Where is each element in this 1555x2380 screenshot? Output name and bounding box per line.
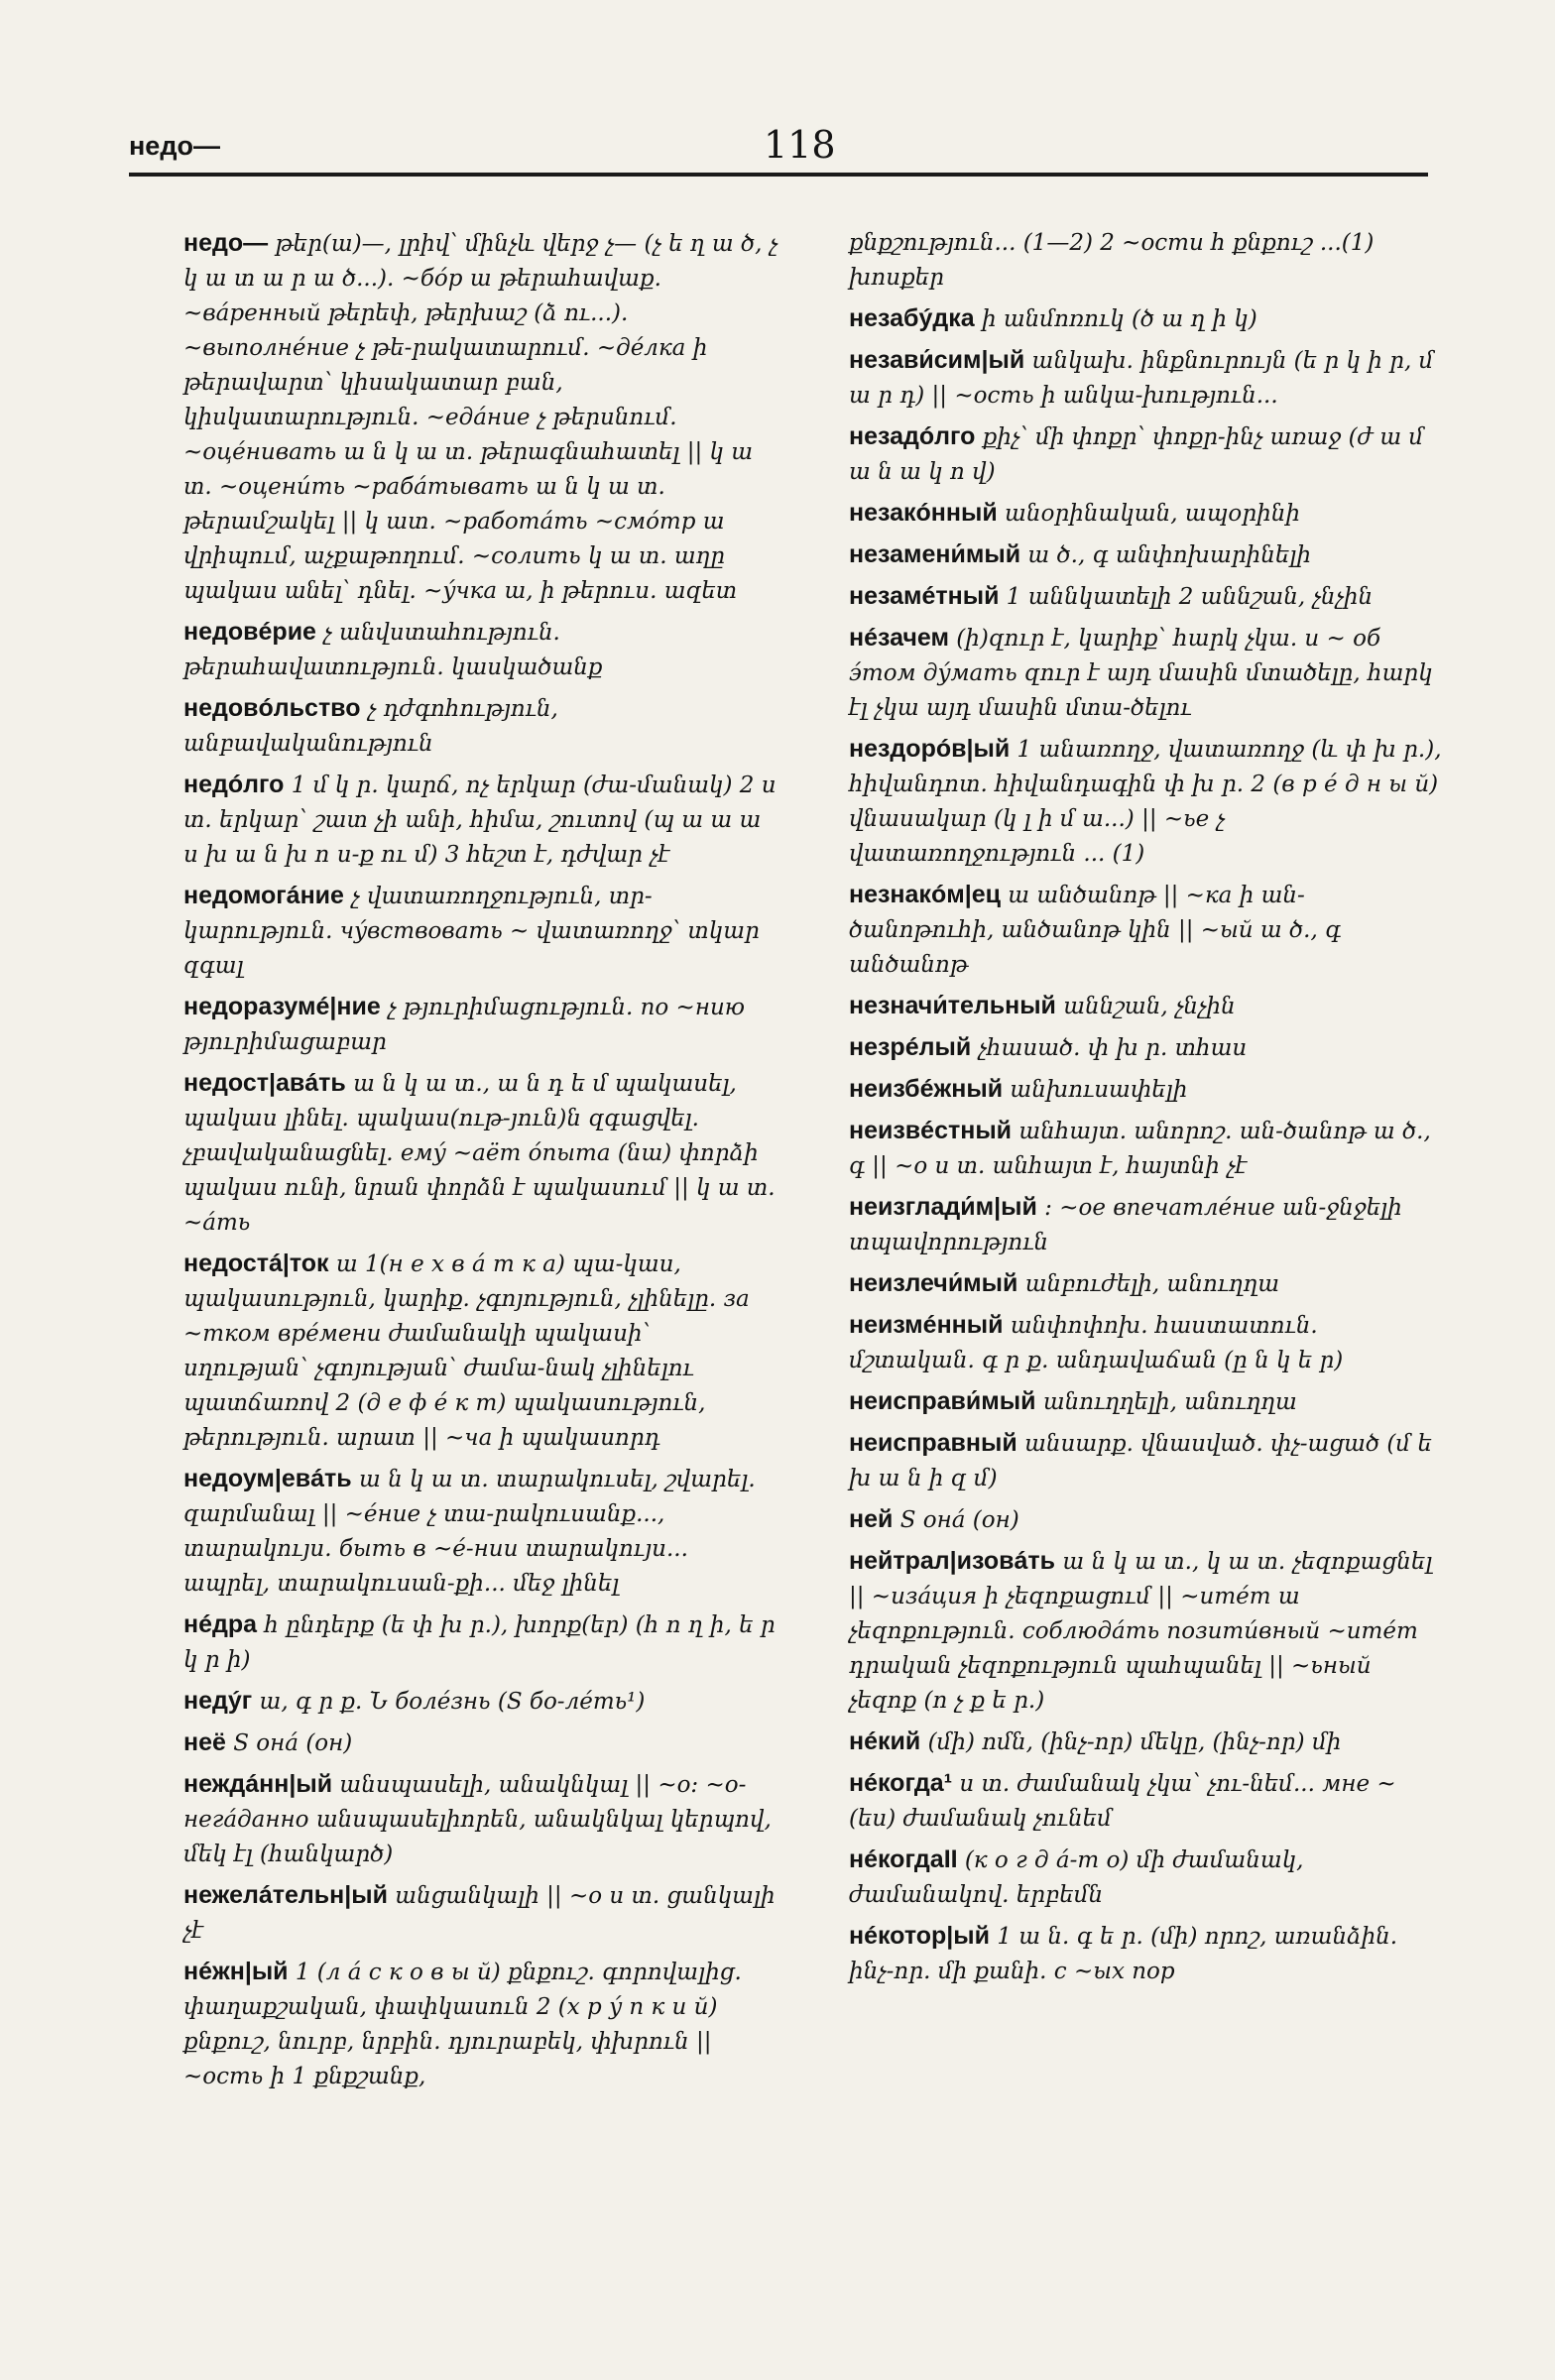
entry-headword: неизмéнный <box>849 1311 1004 1339</box>
dictionary-entry <box>849 1766 1444 1837</box>
entry-translation: չ վատառողջություն, տր-կարություն. чýвствовать ~ վատառողջ՝ տկար զգալ <box>183 884 760 979</box>
entry-translation: S онá (он) <box>233 1730 353 1756</box>
entry-translation: աննշան, չնչին <box>1063 994 1236 1019</box>
left-column <box>183 226 778 2100</box>
entry-translation: S онá (он) <box>899 1507 1019 1533</box>
entry-headword: недомогáние <box>183 882 344 909</box>
entry-headword: недýг <box>183 1687 253 1715</box>
dictionary-entry <box>849 496 1444 532</box>
entry-translation: անփոփոխ. հաստատուն. մշտական. գ ր ք. անդավաճան (ը ն կ ե ր) <box>849 1313 1344 1373</box>
dictionary-entry <box>849 579 1444 615</box>
entry-headword: нéкогда¹ <box>849 1769 953 1797</box>
entry-translation: անսպասելի, անակնկալ || ~о: ~о-негáданно անսպասելիորեն, անակնկալ կերպով, մեկ էլ (հանկարծ) <box>183 1772 772 1867</box>
entry-translation: ս տ. ժամանակ չկա՝ չու-նեմ... мне ~ (ես) ժամանակ չունեմ <box>849 1771 1396 1832</box>
entry-headword: незрéлый <box>849 1033 972 1061</box>
entry-headword: неизвéстный <box>849 1117 1013 1144</box>
entry-translation: ա ծ., գ անփոխարինելի <box>1027 542 1311 568</box>
entry-headword: нéжн|ый <box>183 1958 289 1985</box>
dictionary-entry <box>849 419 1444 490</box>
entry-headword: нездорóв|ый <box>849 735 1011 763</box>
dictionary-entry <box>183 1878 778 1949</box>
entry-headword: незави́сим|ый <box>849 346 1025 374</box>
entry-translation: ի անմոռուկ (ծ ա ղ ի կ) <box>981 306 1257 332</box>
dictionary-entry <box>849 1384 1444 1420</box>
entry-headword: незамéтный <box>849 582 1000 610</box>
dictionary-entry <box>849 1843 1444 1913</box>
entry-translation: (ի)զուր է, կարիք՝ հարկ չկա. и ~ об э́том дýмать զուր է այդ մասին մտածելը, հարկ էլ չկա այդ մասին մտա-ծելու <box>849 626 1433 721</box>
header-rule <box>129 173 1428 177</box>
dictionary-entry <box>183 990 778 1060</box>
entry-headword: недóлго <box>183 771 285 798</box>
entry-translation: ա ն կ ա տ. տարակուսել, շվարել. զարմանալ || ~éние չ տա-րակուսանք..., տարակույս. быть в ~é-нии տարակույս... ապրել, տարակուսան-քի... մեջ լինել <box>183 1467 756 1597</box>
entry-headword: нéдра <box>183 1610 258 1638</box>
entry-translation: չհասած. փ խ ր. տհաս <box>978 1035 1248 1061</box>
entry-translation: 1 անառողջ, վատառողջ (և փ խ ր.), հիվանդոտ. հիվանդագին փ խ ր. 2 (в р é д н ы й) վնասակար (կ լ ի մ ա...) || ~ье չ վատառողջություն ... (1) <box>849 737 1442 867</box>
entry-translation: թեր(ա)—, լրիվ՝ մինչև վերջ չ— (չ ե ղ ա ծ, չ կ ա տ ա ր ա ծ...). ~бóр ա թերահավաք. ~вáренный թերեփ, թերխաշ (ձ ու...). ~выполнéние չ թե-րակատարում. ~дéлка ի թերավարտ՝ կիսակատար բան, կիսկատարություն. ~едáние չ թերսնում. ~оцéнивать ա ն կ ա տ. թերագնահատել || կ ա տ. ~оцени́ть ~рабáтывать ա ն կ ա տ. թերամշակել || կ ատ. ~работáть ~смóтр ա վրիպում, աչքաթողում. ~солить կ ա տ. աղը պակաս անել՝ դնել. ~ýчка ա, ի թերուս. ազետ <box>183 231 778 604</box>
dictionary-entry <box>183 226 778 609</box>
entry-translation: ա 1(н е х в á т к а) պա-կաս, պակասություն, կարիք. չգոյություն, չլինելը. за ~тком врéмени ժամանակի պակասի՝ սղության՝ չգոյության՝ ժամա-նակ չլինելու պատճառով 2 (д е ф é к т) պակասություն, թերություն. արատ || ~ча ի պակասորդ <box>183 1251 750 1451</box>
entry-headword: неисправи́мый <box>849 1387 1036 1415</box>
dictionary-entry <box>849 1030 1444 1066</box>
dictionary-entry <box>849 1308 1444 1378</box>
dictionary-entry <box>183 768 778 873</box>
entry-translation: 1 ա ն. գ ե ր. (մի) որոշ, առանձին. ինչ-որ. մի քանի. с ~ых пор <box>849 1924 1398 1984</box>
dictionary-entry <box>849 1426 1444 1496</box>
entry-translation: ա, գ ր ք. Ն болéзнь (S бо-лéть¹) <box>259 1689 646 1715</box>
entry-translation: անսարք. վնասված. փչ-ացած (մ ե խ ա ն ի զ մ) <box>849 1431 1432 1491</box>
entry-headword: ней <box>849 1505 894 1533</box>
dictionary-entry <box>849 301 1444 337</box>
dictionary-entry <box>849 732 1444 872</box>
entry-translation: անուղղելի, անուղղա <box>1042 1389 1297 1415</box>
entry-translation: ա ն կ ա տ., կ ա տ. չեզոքացնել || ~изáция ի չեզոքացում || ~итéт ա չեզոքություն. соблюдáть позити́вный ~итéт դրական չեզոքություն պահպանել || ~ьный չեզոք (ո չ ք ե ր.) <box>849 1549 1433 1714</box>
entry-headword: незакóнный <box>849 499 998 527</box>
dictionary-entry <box>183 1066 778 1241</box>
entry-translation: չ թյուրիմացություն. по ~нию թյուրիմացաբար <box>183 995 746 1055</box>
dictionary-entry <box>183 1607 778 1678</box>
dictionary-entry <box>183 1726 778 1761</box>
dictionary-entry <box>183 1247 778 1456</box>
entry-headword: нейтрал|изовáть <box>849 1547 1055 1575</box>
entry-headword: неждáнн|ый <box>183 1770 333 1798</box>
entry-headword: неизлечи́мый <box>849 1269 1018 1297</box>
entry-headword: нежелáтельн|ый <box>183 1881 388 1909</box>
dictionary-entry <box>849 989 1444 1024</box>
dictionary-entry <box>849 1072 1444 1108</box>
dictionary-entry <box>183 691 778 762</box>
dictionary-entry <box>849 1266 1444 1302</box>
dictionary-entry <box>849 1190 1444 1260</box>
entry-headword: неизглади́м|ый <box>849 1193 1037 1221</box>
entry-translation: : ~ое впечатлéние ան-ջնջելի տպավորություն <box>849 1195 1402 1255</box>
dictionary-entry <box>183 879 778 984</box>
entry-translation: չ դժգոհություն, անբավականություն <box>183 696 558 757</box>
entry-headword: нéзачем <box>849 624 949 652</box>
entry-translation: 1 մ կ ր. կարճ, ոչ երկար (ժա-մանակ) 2 ս տ. երկար՝ շատ չի անի, հիմա, շուտով (պ ա ա ա ս խ ա ն խ ո ս-ք ու մ) 3 հեշտ է, դժվար չէ <box>183 773 777 868</box>
entry-translation: քիչ՝ մի փոքր՝ փոքր-ինչ առաջ (ժ ա մ ա ն ա կ ո վ) <box>849 424 1424 485</box>
dictionary-entry <box>183 1767 778 1872</box>
entry-headword: незамени́мый <box>849 540 1021 568</box>
dictionary-entry <box>849 621 1444 726</box>
entry-translation: ա ն կ ա տ., ա ն դ ե մ պակասել, պակաս լինել. պակաս(ութ-յուն)ն զգացվել. չբավականացնել. емý ~аёт óпыта (նա) փորձի պակաս ունի, նրան փորձն է պակասում || կ ա տ. ~áть <box>183 1071 776 1236</box>
entry-translation: ա անծանոթ || ~ка ի ան-ծանոթուհի, անծանոթ կին || ~ый ա ծ., գ անծանոթ <box>849 883 1342 978</box>
entry-headword: неисправный <box>849 1429 1017 1457</box>
entry-headword: незнакóм|ец <box>849 881 1001 908</box>
entry-translation: չ անվստահություն. թերահավատություն. կասկածանք <box>183 620 603 680</box>
entry-headword: нéкий <box>849 1727 921 1755</box>
guide-word: недо— <box>129 131 220 161</box>
entry-headword: незабýдка <box>849 304 975 332</box>
entry-translation: անօրինական, ապօրինի <box>1005 501 1300 527</box>
dictionary-entry <box>849 1919 1444 1989</box>
entry-headword: недоум|евáть <box>183 1465 352 1492</box>
entry-translation: 1 (л á с к о в ы й) քնքուշ. գորովալից. փաղաքշական, փափկասուն 2 (х р ý п к и й) քնքուշ, նուրբ, նրբին. դյուրաբեկ, փխրուն || ~ость ի 1 քնքշանք, <box>183 1960 742 2089</box>
entry-headword: нéкогдаII <box>849 1845 958 1873</box>
dictionary-entry <box>849 1502 1444 1538</box>
entry-headword: недостá|ток <box>183 1250 329 1277</box>
entry-headword: незначи́тельный <box>849 992 1056 1019</box>
dictionary-entry <box>849 1725 1444 1760</box>
page-header <box>129 117 1428 177</box>
entry-translation: քնքշություն... (1—2) 2 ~ости հ քնքուշ ...(1) խոսքեր <box>849 230 1375 291</box>
entry-translation: (к о г д á-т о) մի ժամանակ, ժամանակով. երբեմն <box>849 1847 1304 1908</box>
dictionary-entry <box>849 1114 1444 1184</box>
dictionary-entry <box>183 1684 778 1720</box>
entry-headword: недовóльство <box>183 694 361 722</box>
entry-headword: недо— <box>183 229 269 257</box>
entry-headword: недоразумé|ние <box>183 993 381 1020</box>
dictionary-entry <box>849 537 1444 573</box>
entry-headword: неизбéжный <box>849 1075 1004 1103</box>
entry-headword: недовéрие <box>183 618 316 646</box>
dictionary-entry <box>849 878 1444 983</box>
dictionary-entry <box>183 1462 778 1602</box>
dictionary-entry <box>849 343 1444 414</box>
entry-translation: (մի) ոմն, (ինչ-որ) մեկը, (ինչ-որ) մի <box>927 1729 1342 1755</box>
entry-translation: անբուժելի, անուղղա <box>1024 1271 1280 1297</box>
entry-translation: 1 աննկատելի 2 աննշան, չնչին <box>1006 584 1374 610</box>
entry-translation: անկախ. ինքնուրույն (ե ր կ ի ր, մ ա ր դ) || ~ость ի անկա-խություն... <box>849 348 1434 409</box>
dictionary-entry <box>183 1955 778 2094</box>
entry-headword: нéкотор|ый <box>849 1922 991 1950</box>
dictionary-entry <box>183 615 778 685</box>
entry-headword: недост|авáть <box>183 1069 346 1097</box>
page-number: 118 <box>764 123 836 167</box>
entry-translation: անհայտ. անորոշ. ան-ծանոթ ա ծ., գ || ~о ս տ. անհայտ է, հայտնի չէ <box>849 1119 1431 1179</box>
dictionary-entry <box>849 1544 1444 1719</box>
entry-translation: հ ընդերք (ե փ խ ր.), խորք(եր) (հ ո ղ ի, ե ր կ ր ի) <box>183 1612 776 1673</box>
right-column <box>849 226 1444 1995</box>
dictionary-entry <box>849 226 1444 296</box>
entry-translation: անխուսափելի <box>1010 1077 1188 1103</box>
entry-translation: անցանկալի || ~о ս տ. ցանկալի չէ <box>183 1883 776 1944</box>
entry-headword: неё <box>183 1728 226 1756</box>
entry-headword: незадóлго <box>849 422 976 450</box>
